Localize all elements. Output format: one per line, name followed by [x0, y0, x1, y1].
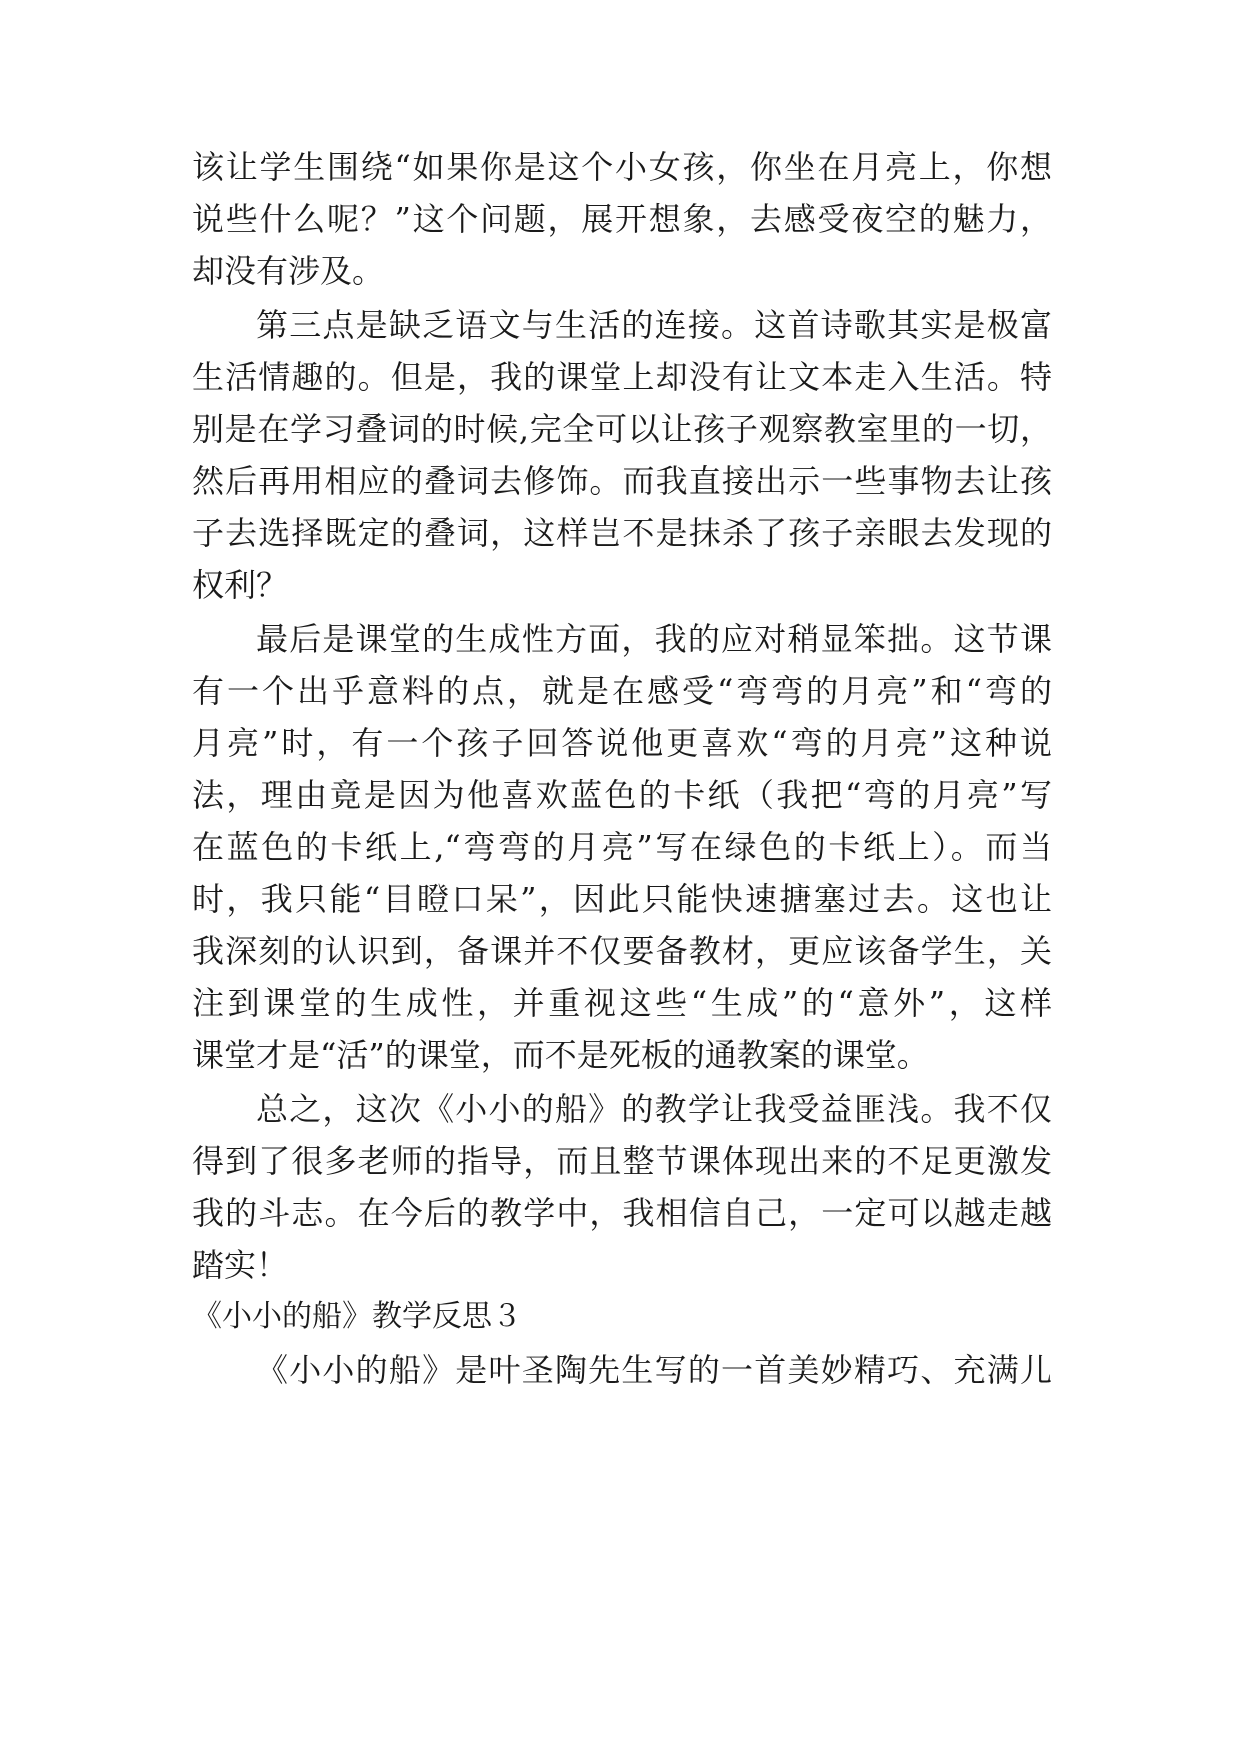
paragraph-4-line-1: 总之，这次《小小的船》的教学让我受益匪浅。我不仅 — [256, 1090, 1052, 1128]
paragraph-2-line-4: 然后再用相应的叠词去修饰。而我直接出示一些事物去让孩 — [192, 462, 1052, 500]
paragraph-3-line-6: 时，我只能“目瞪口呆”，因此只能快速搪塞过去。这也让 — [192, 880, 1052, 918]
paragraph-1-line-3: 却没有涉及。 — [192, 252, 385, 290]
paragraph-2-line-5: 子去选择既定的叠词，这样岂不是抹杀了孩子亲眼去发现的 — [192, 514, 1052, 552]
paragraph-4-line-4: 踏实！ — [192, 1246, 289, 1284]
paragraph-3-line-1: 最后是课堂的生成性方面，我的应对稍显笨拙。这节课 — [256, 620, 1052, 658]
paragraph-3-line-8: 注到课堂的生成性，并重视这些“生成”的“意外”，这样 — [192, 984, 1052, 1022]
paragraph-3-line-3: 月亮”时，有一个孩子回答说他更喜欢“弯的月亮”这种说 — [192, 724, 1052, 762]
paragraph-1-line-2: 说些什么呢？”这个问题，展开想象，去感受夜空的魅力， — [192, 200, 1052, 238]
paragraph-4-line-2: 得到了很多老师的指导，而且整节课体现出来的不足更激发 — [192, 1142, 1052, 1180]
paragraph-1-line-1: 该让学生围绕“如果你是这个小女孩，你坐在月亮上，你想 — [192, 148, 1052, 186]
paragraph-3-line-2: 有一个出乎意料的点，就是在感受“弯弯的月亮”和“弯的 — [192, 672, 1052, 710]
paragraph-3-line-9: 课堂才是“活”的课堂，而不是死板的通教案的课堂。 — [192, 1036, 929, 1074]
paragraph-2-line-2: 生活情趣的。但是，我的课堂上却没有让文本走入生活。特 — [192, 358, 1052, 396]
paragraph-2-line-1: 第三点是缺乏语文与生活的连接。这首诗歌其实是极富 — [256, 306, 1052, 344]
paragraph-5-line-1: 《小小的船》是叶圣陶先生写的一首美妙精巧、充满儿 — [256, 1351, 1052, 1389]
paragraph-4-line-3: 我的斗志。在今后的教学中，我相信自己，一定可以越走越 — [192, 1194, 1052, 1232]
paragraph-3-line-4: 法，理由竟是因为他喜欢蓝色的卡纸（我把“弯的月亮”写 — [192, 776, 1052, 814]
paragraph-2-line-6: 权利？ — [192, 566, 289, 604]
paragraph-3-line-7: 我深刻的认识到，备课并不仅要备教材，更应该备学生，关 — [192, 932, 1052, 970]
paragraph-3-line-5: 在蓝色的卡纸上,“弯弯的月亮”写在绿色的卡纸上）。而当 — [192, 828, 1052, 866]
section-heading: 《小小的船》教学反思３ — [192, 1299, 522, 1334]
paragraph-2-line-3: 别是在学习叠词的时候,完全可以让孩子观察教室里的一切， — [192, 410, 1052, 448]
